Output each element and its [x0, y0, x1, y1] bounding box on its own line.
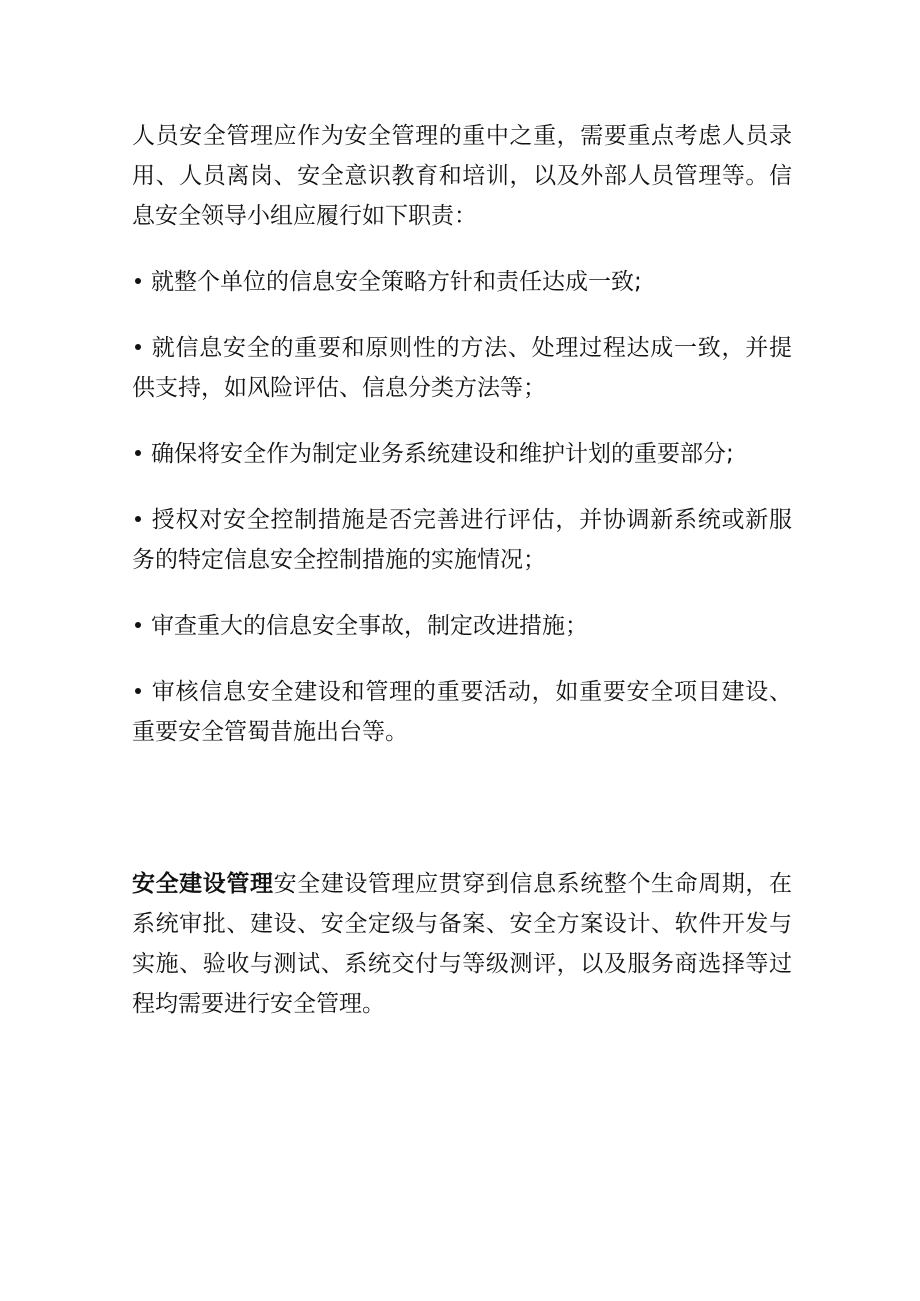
duties-list — [132, 262, 792, 752]
bullet-icon — [135, 344, 141, 350]
list-item — [132, 672, 792, 752]
bullet-icon — [135, 622, 141, 628]
section-body: 安全建设管理应贯穿到信息系统整个生命周期，在系统审批、建设、安全定级与备案、安全方案设计、软件开发与实施、验收与测试、系统交付与等级测评，以及服务商选择等过程均需要进行安全管理。 — [132, 871, 793, 1017]
duty-text: 审查重大的信息安全事故，制定改进措施； — [151, 613, 588, 639]
duty-text: 审核信息安全建设和管理的重要活动，如重要安全项目建设、重要安全管蜀昔施出台等。 — [132, 679, 792, 745]
duty-text: 授权对安全控制措施是否完善进行评估，并协调新系统或新服务的特定信息安全控制措施的实施情况； — [132, 507, 792, 573]
document-page — [132, 116, 792, 1024]
duty-text: 就信息安全的重要和原则性的方法、处理过程达成一致，并提供支持，如风险评估、信息分类方法等； — [132, 335, 792, 401]
bullet-icon — [135, 278, 141, 284]
list-item — [132, 434, 792, 474]
bullet-icon — [135, 516, 141, 522]
list-item — [132, 606, 792, 646]
section-heading: 安全建设管理 — [132, 871, 274, 897]
list-item — [132, 262, 792, 302]
bullet-icon — [135, 688, 141, 694]
list-item — [132, 328, 792, 408]
duty-text: 确保将安全作为制定业务系统建设和维护计划的重要部分; — [151, 441, 734, 467]
duty-text: 就整个单位的信息安全策略方针和责任达成一致; — [151, 269, 642, 295]
bullet-icon — [135, 450, 141, 456]
construction-management-paragraph — [132, 864, 792, 1024]
list-item — [132, 500, 792, 580]
intro-paragraph: 人员安全管理应作为安全管理的重中之重，需要重点考虑人员录用、人员离岗、安全意识教育和培训，以及外部人员管理等。信息安全领导小组应履行如下职责： — [132, 123, 792, 229]
